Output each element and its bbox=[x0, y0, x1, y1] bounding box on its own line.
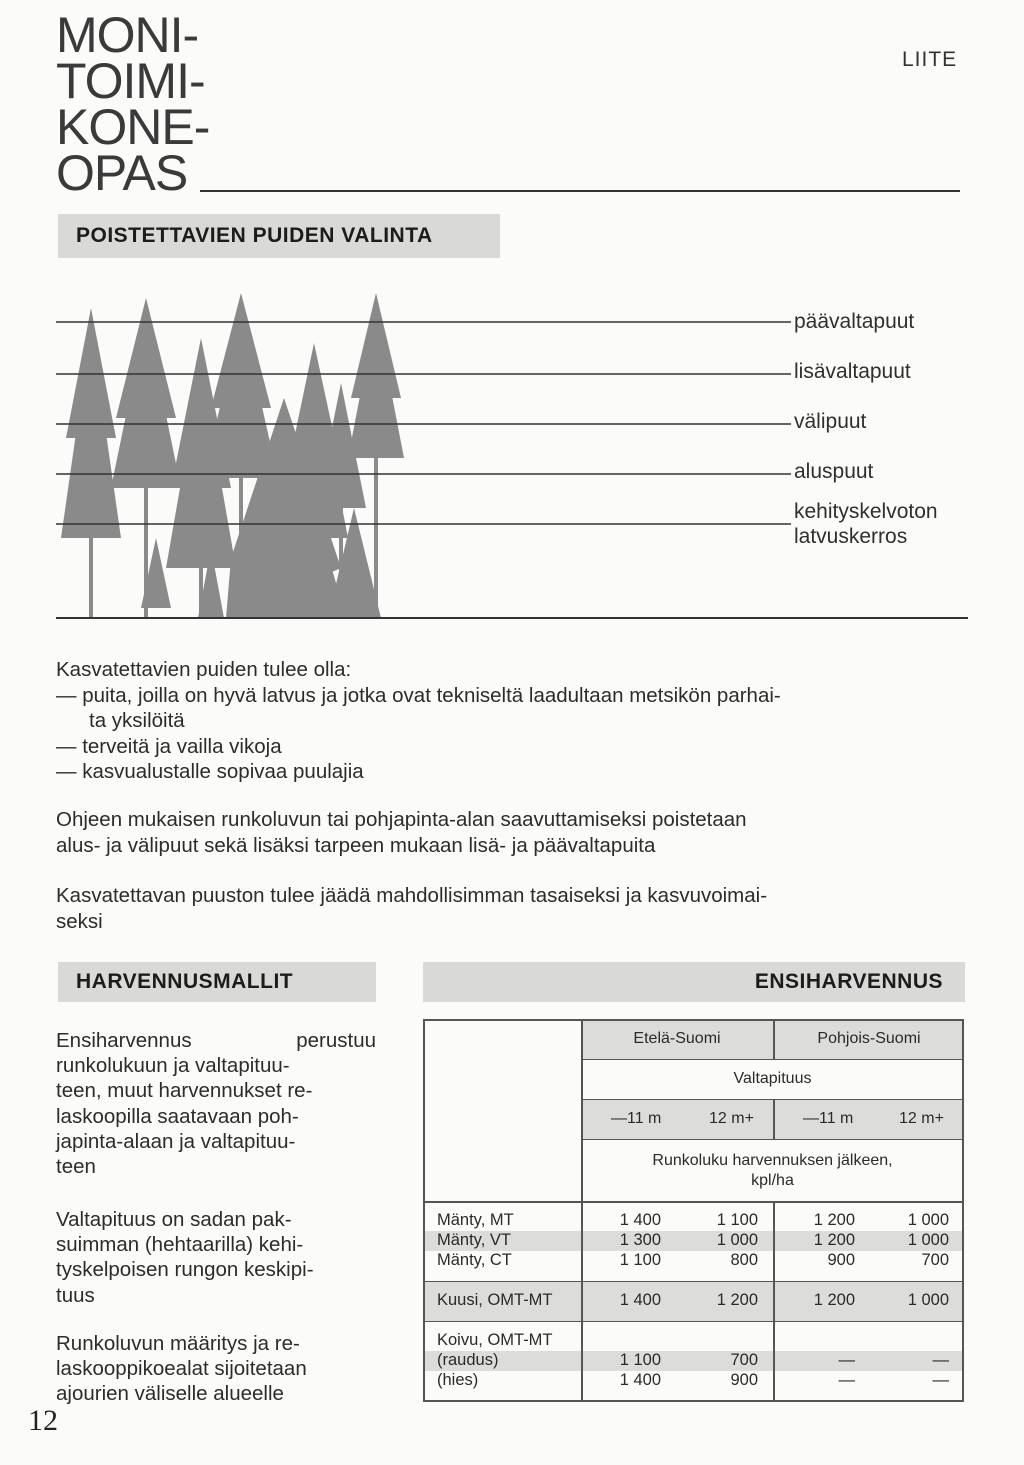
brand-line: OPAS bbox=[56, 145, 188, 201]
row-label: Kuusi, OMT-MT bbox=[437, 1291, 553, 1309]
table-cell: 900 bbox=[730, 1371, 758, 1389]
text-word: Ensiharvennus bbox=[56, 1029, 192, 1052]
requirements-paragraph bbox=[56, 657, 956, 785]
brand-line: MONI- bbox=[56, 7, 199, 63]
removal-paragraph bbox=[56, 807, 956, 858]
table-cell: 1 200 bbox=[716, 1291, 758, 1309]
section-title-band bbox=[58, 214, 500, 258]
harvennus-title: HARVENNUSMALLIT bbox=[76, 970, 294, 993]
text-line: — puita, joilla on hyvä latvus ja jotka ovat tekniseltä laadultaan metsikön parhai- bbox=[56, 683, 781, 707]
table-cell: 1 400 bbox=[619, 1211, 661, 1229]
text-line: Valtapituus on sadan pak- bbox=[56, 1208, 292, 1231]
brand-title bbox=[56, 7, 210, 201]
text-line: Ohjeen mukaisen runkoluvun tai pohjapinta-alan saavuttamiseksi poistetaan bbox=[56, 808, 747, 831]
text-line: — kasvualustalle sopivaa puulajia bbox=[56, 760, 364, 783]
text-line: seksi bbox=[56, 909, 103, 933]
table-cell: 1 000 bbox=[716, 1231, 758, 1249]
tree-trunk bbox=[89, 438, 93, 618]
forest-diagram bbox=[56, 288, 976, 628]
appendix-label: LIITE bbox=[902, 48, 958, 71]
table-cell: — bbox=[838, 1371, 855, 1389]
height-class: —11 m bbox=[803, 1110, 854, 1127]
table-border bbox=[423, 1019, 425, 1401]
unit-label-line: Runkoluku harvennuksen jälkeen, bbox=[652, 1152, 893, 1169]
harvennus-band bbox=[58, 962, 376, 1002]
text-line bbox=[56, 1028, 376, 1053]
layer-label: välipuut bbox=[794, 410, 867, 433]
text-line: tuus bbox=[56, 1283, 95, 1307]
text-word: perustuu bbox=[296, 1029, 376, 1052]
text-line: ajourien väliselle alueelle bbox=[56, 1382, 284, 1406]
table-cell: 1 300 bbox=[619, 1231, 661, 1249]
side-paragraph bbox=[56, 1331, 376, 1407]
text-line: japinta-alaan ja valtapituu- bbox=[56, 1129, 296, 1153]
table-cell: 1 100 bbox=[619, 1251, 661, 1269]
text-line: laskooppikoealat sijoitetaan bbox=[56, 1357, 307, 1381]
table-rule bbox=[423, 1201, 964, 1203]
text-line: alus- ja välipuut sekä lisäksi tarpeen mukaan lisä- ja päävaltapuita bbox=[56, 833, 656, 857]
side-paragraph bbox=[56, 1207, 376, 1308]
table-rule bbox=[581, 1139, 964, 1140]
ensiharvennus-title: ENSIHARVENNUS bbox=[754, 970, 943, 993]
table-cell: 1 100 bbox=[716, 1211, 758, 1229]
tree-silhouettes bbox=[61, 293, 404, 618]
table-divider bbox=[773, 1099, 775, 1139]
table-border bbox=[423, 1019, 964, 1021]
region-header: Pohjois-Suomi bbox=[817, 1030, 921, 1047]
text-line: runkolukuun ja valtapituu- bbox=[56, 1054, 290, 1078]
table-cell: 1 000 bbox=[907, 1291, 949, 1309]
text-line: Kasvatettavan puuston tulee jäädä mahdollisimman tasaiseksi ja kasvuvoimai- bbox=[56, 884, 768, 907]
unit-label-line: kpl/ha bbox=[751, 1172, 794, 1189]
text-line: ta yksilöitä bbox=[89, 709, 185, 732]
height-class: —11 m bbox=[611, 1110, 662, 1127]
table-rule bbox=[423, 1321, 964, 1322]
table-cell: — bbox=[838, 1351, 855, 1369]
text-line: Runkoluvun määritys ja re- bbox=[56, 1332, 300, 1355]
height-class: 12 m+ bbox=[709, 1110, 754, 1127]
layer-label: latvuskerros bbox=[794, 525, 908, 548]
tree-trunk bbox=[374, 398, 378, 618]
table-cell: 1 400 bbox=[619, 1291, 661, 1309]
table-cell: 1 000 bbox=[907, 1231, 949, 1249]
table-cell: 900 bbox=[827, 1251, 855, 1269]
table-cell: 1 000 bbox=[907, 1211, 949, 1229]
table-cell: 1 200 bbox=[813, 1231, 855, 1249]
table-cell: 700 bbox=[730, 1351, 758, 1369]
brand-line: TOIMI- bbox=[56, 53, 205, 109]
page-number: 12 bbox=[28, 1404, 58, 1437]
row-label: Mänty, CT bbox=[437, 1251, 512, 1269]
layer-label: kehityskelvoton bbox=[794, 500, 938, 523]
ensiharvennus-band bbox=[423, 962, 965, 1002]
table-border bbox=[423, 1400, 964, 1402]
text-line: suimman (hehtaarilla) kehi- bbox=[56, 1233, 304, 1257]
region-header: Etelä-Suomi bbox=[633, 1030, 721, 1047]
stand-paragraph bbox=[56, 883, 956, 934]
row-label: Koivu, OMT-MT bbox=[437, 1331, 553, 1349]
table-cell: 1 200 bbox=[813, 1211, 855, 1229]
table-cell: 1 400 bbox=[619, 1371, 661, 1389]
text-line: — terveitä ja vailla vikoja bbox=[56, 734, 282, 758]
ensiharvennus-table bbox=[423, 1019, 964, 1401]
layer-label: lisävaltapuut bbox=[794, 360, 911, 383]
row-label: (hies) bbox=[437, 1371, 479, 1389]
side-paragraph bbox=[56, 1028, 376, 1179]
brand-line: KONE- bbox=[56, 99, 210, 155]
tree-trunk bbox=[312, 468, 316, 618]
table-cell: — bbox=[932, 1371, 949, 1389]
text-line: tyskelpoisen rungon keskipi- bbox=[56, 1258, 314, 1282]
table-cell: 700 bbox=[921, 1251, 949, 1269]
unit-label bbox=[581, 1151, 964, 1191]
forest-layer-illustration bbox=[56, 288, 976, 628]
layer-label: aluspuut bbox=[794, 460, 874, 483]
table-divider bbox=[773, 1201, 775, 1401]
text-line: teen bbox=[56, 1155, 96, 1179]
text-line: laskoopilla saatavaan poh- bbox=[56, 1104, 299, 1128]
table-cell: 800 bbox=[730, 1251, 758, 1269]
table-cell: 1 200 bbox=[813, 1291, 855, 1309]
row-label: Mänty, MT bbox=[437, 1211, 514, 1229]
layer-label: päävaltapuut bbox=[794, 310, 915, 333]
section-title: POISTETTAVIEN PUIDEN VALINTA bbox=[76, 224, 433, 247]
row-label: (raudus) bbox=[437, 1351, 499, 1369]
table-rule bbox=[581, 1099, 964, 1100]
table-cell: 1 100 bbox=[619, 1351, 661, 1369]
text-line: Kasvatettavien puiden tulee olla: bbox=[56, 658, 352, 681]
text-line: teen, muut harvennukset re- bbox=[56, 1079, 313, 1103]
height-class: 12 m+ bbox=[899, 1110, 944, 1127]
table-rule bbox=[423, 1281, 964, 1282]
header-rule bbox=[200, 190, 960, 192]
valtapituus-header: Valtapituus bbox=[733, 1070, 812, 1087]
table-rule bbox=[581, 1059, 964, 1060]
table-cell: — bbox=[932, 1351, 949, 1369]
row-label: Mänty, VT bbox=[437, 1231, 511, 1249]
